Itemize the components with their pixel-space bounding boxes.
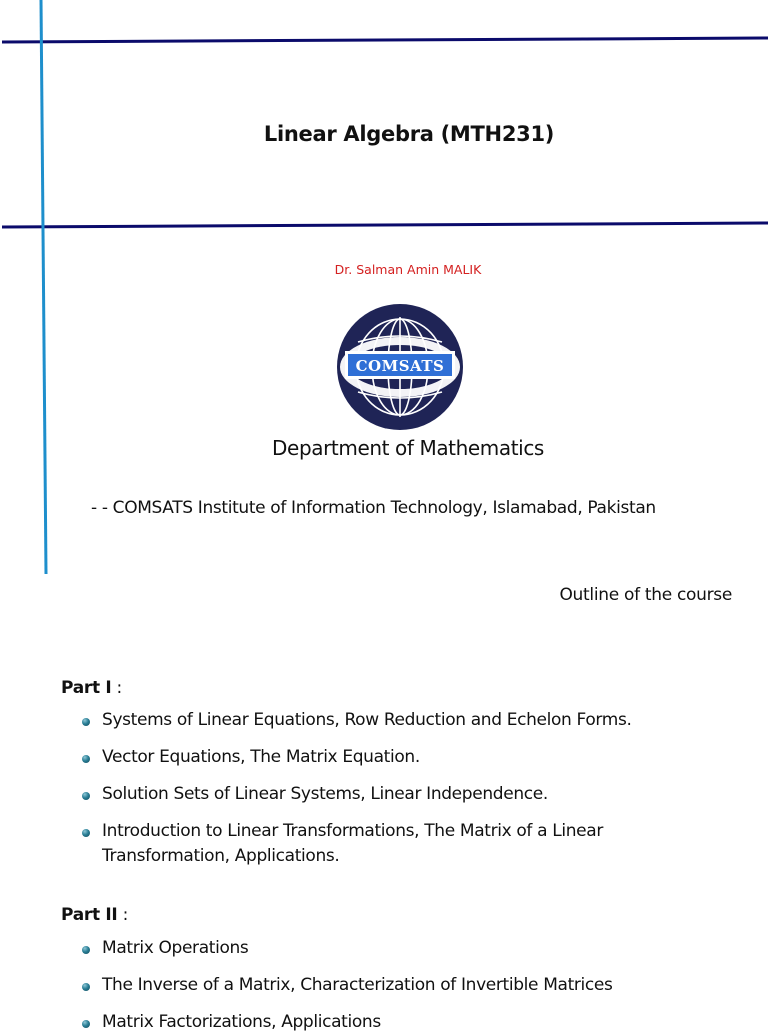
part-1-label: Part I (61, 678, 112, 698)
list-item: Matrix Factorizations, Applications (82, 1010, 722, 1035)
department-name: Department of Mathematics (272, 436, 544, 460)
vertical-rule (41, 0, 46, 574)
list-item: Solution Sets of Linear Systems, Linear Independence. (82, 782, 722, 807)
list-item: Vector Equations, The Matrix Equation. (82, 745, 722, 770)
bottom-rule (2, 223, 768, 227)
part-1-heading (61, 678, 122, 698)
bullet-icon (82, 983, 90, 991)
bullet-icon (82, 755, 90, 763)
part-2-list (82, 936, 722, 1035)
list-item: The Inverse of a Matrix, Characterization of Invertible Matrices (82, 973, 722, 998)
institute-name: - - COMSATS Institute of Information Technology, Islamabad, Pakistan (91, 498, 656, 518)
top-rule (2, 38, 768, 42)
logo-text: COMSATS (355, 357, 445, 375)
list-item: Matrix Operations (82, 936, 722, 961)
comsats-globe-logo-icon (336, 302, 464, 432)
part-2-label: Part II (61, 905, 118, 925)
bullet-icon (82, 792, 90, 800)
list-item: Systems of Linear Equations, Row Reduction and Echelon Forms. (82, 708, 722, 733)
author-name: Dr. Salman Amin MALIK (334, 262, 482, 277)
bullet-icon (82, 829, 90, 837)
slide-title: Linear Algebra (MTH231) (263, 122, 555, 146)
part-1-list (82, 708, 722, 869)
list-item: Introduction to Linear Transformations, The Matrix of a Linear Transformation, Applications. (82, 819, 682, 869)
part-1-colon: : (111, 678, 122, 698)
part-2-heading (61, 905, 128, 925)
outline-heading: Outline of the course (559, 585, 732, 605)
bullet-icon (82, 1020, 90, 1028)
bullet-icon (82, 718, 90, 726)
part-2-colon: : (117, 905, 129, 925)
bullet-icon (82, 946, 90, 954)
